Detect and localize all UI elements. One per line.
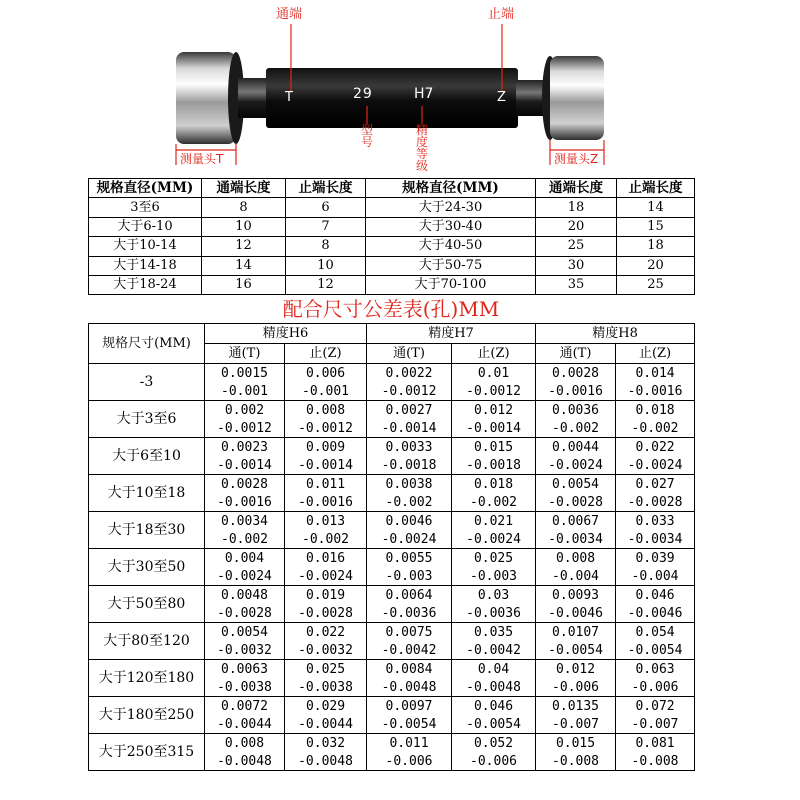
length-table-row bbox=[89, 217, 695, 236]
upper-deviation-cell: 0.016 bbox=[285, 549, 367, 568]
lower-deviation-cell: -0.001 bbox=[285, 382, 367, 401]
lower-deviation-cell: -0.0032 bbox=[205, 641, 285, 660]
length-table-row bbox=[89, 237, 695, 256]
length-table-cell: 大于18-24 bbox=[89, 275, 202, 294]
length-table-cell: 20 bbox=[617, 256, 695, 275]
upper-deviation-cell: 0.03 bbox=[452, 586, 536, 605]
lower-deviation-cell: -0.0036 bbox=[452, 604, 536, 623]
upper-deviation-cell: 0.0028 bbox=[205, 475, 285, 494]
spec-size-cell: 大于180至250 bbox=[89, 697, 205, 734]
lower-deviation-cell: -0.0046 bbox=[616, 604, 695, 623]
length-table-cell: 3至6 bbox=[89, 198, 202, 217]
lower-deviation-cell: -0.002 bbox=[452, 493, 536, 512]
upper-deviation-cell: 0.018 bbox=[616, 401, 695, 420]
spec-size-cell: 大于30至50 bbox=[89, 549, 205, 586]
upper-deviation-cell: 0.054 bbox=[616, 623, 695, 642]
length-table-cell: 大于30-40 bbox=[366, 217, 536, 236]
lower-deviation-cell: -0.007 bbox=[616, 715, 695, 734]
spec-size-cell: 大于120至180 bbox=[89, 660, 205, 697]
length-table-cell: 10 bbox=[202, 217, 286, 236]
tolerance-row-upper bbox=[89, 401, 695, 420]
lower-deviation-cell: -0.0054 bbox=[367, 715, 452, 734]
tolerance-row-upper bbox=[89, 512, 695, 531]
upper-deviation-cell: 0.0084 bbox=[367, 660, 452, 679]
upper-deviation-cell: 0.035 bbox=[452, 623, 536, 642]
upper-deviation-cell: 0.0046 bbox=[367, 512, 452, 531]
upper-deviation-cell: 0.013 bbox=[285, 512, 367, 531]
spec-size-cell: -3 bbox=[89, 364, 205, 401]
upper-deviation-cell: 0.029 bbox=[285, 697, 367, 716]
upper-deviation-cell: 0.0063 bbox=[205, 660, 285, 679]
upper-deviation-cell: 0.0072 bbox=[205, 697, 285, 716]
lower-deviation-cell: -0.0016 bbox=[205, 493, 285, 512]
lower-deviation-cell: -0.0054 bbox=[616, 641, 695, 660]
upper-deviation-cell: 0.039 bbox=[616, 549, 695, 568]
lower-deviation-cell: -0.0014 bbox=[285, 456, 367, 475]
upper-deviation-cell: 0.008 bbox=[285, 401, 367, 420]
go-stop-subheader: 通(T) bbox=[205, 344, 285, 364]
upper-deviation-cell: 0.0036 bbox=[536, 401, 616, 420]
length-table-header: 通端长度 bbox=[202, 179, 286, 198]
gauge-handle-shape bbox=[266, 68, 518, 128]
upper-deviation-cell: 0.014 bbox=[616, 364, 695, 383]
lower-deviation-cell: -0.002 bbox=[616, 419, 695, 438]
upper-deviation-cell: 0.01 bbox=[452, 364, 536, 383]
length-table-cell: 大于70-100 bbox=[366, 275, 536, 294]
upper-deviation-cell: 0.052 bbox=[452, 734, 536, 753]
head-t-label: 测量头T bbox=[180, 152, 224, 166]
lower-deviation-cell: -0.003 bbox=[367, 567, 452, 586]
lower-deviation-cell: -0.0014 bbox=[205, 456, 285, 475]
length-table-cell: 25 bbox=[536, 237, 617, 256]
lower-deviation-cell: -0.0028 bbox=[205, 604, 285, 623]
length-table-cell: 大于14-18 bbox=[89, 256, 202, 275]
upper-deviation-cell: 0.0067 bbox=[536, 512, 616, 531]
lower-deviation-cell: -0.0048 bbox=[205, 752, 285, 771]
length-table-cell: 15 bbox=[617, 217, 695, 236]
upper-deviation-cell: 0.0093 bbox=[536, 586, 616, 605]
upper-deviation-cell: 0.0015 bbox=[205, 364, 285, 383]
stop-end-label: 止端 bbox=[488, 7, 515, 22]
lower-deviation-cell: -0.0016 bbox=[616, 382, 695, 401]
length-table-header: 止端长度 bbox=[286, 179, 366, 198]
tolerance-row-upper bbox=[89, 438, 695, 457]
tolerance-row-upper bbox=[89, 697, 695, 716]
upper-deviation-cell: 0.015 bbox=[536, 734, 616, 753]
go-end-label: 通端 bbox=[276, 7, 303, 22]
plug-gauge-figure bbox=[0, 0, 800, 178]
length-table-cell: 14 bbox=[202, 256, 286, 275]
length-table-cell: 大于24-30 bbox=[366, 198, 536, 217]
lower-deviation-cell: -0.0054 bbox=[536, 641, 616, 660]
spec-size-cell: 大于50至80 bbox=[89, 586, 205, 623]
spec-size-cell: 大于250至315 bbox=[89, 734, 205, 771]
lower-deviation-cell: -0.0024 bbox=[367, 530, 452, 549]
lower-deviation-cell: -0.0054 bbox=[452, 715, 536, 734]
lower-deviation-cell: -0.0044 bbox=[285, 715, 367, 734]
go-stop-subheader: 通(T) bbox=[536, 344, 616, 364]
plug-gauge-illustration bbox=[0, 0, 800, 178]
upper-deviation-cell: 0.012 bbox=[452, 401, 536, 420]
length-table-header: 规格直径(MM) bbox=[366, 179, 536, 198]
length-table-cell: 8 bbox=[286, 237, 366, 256]
upper-deviation-cell: 0.011 bbox=[285, 475, 367, 494]
lower-deviation-cell: -0.002 bbox=[367, 493, 452, 512]
lower-deviation-cell: -0.008 bbox=[616, 752, 695, 771]
lower-deviation-cell: -0.004 bbox=[536, 567, 616, 586]
go-stop-subheader: 止(Z) bbox=[285, 344, 367, 364]
lower-deviation-cell: -0.0048 bbox=[452, 678, 536, 697]
lower-deviation-cell: -0.0024 bbox=[536, 456, 616, 475]
lower-deviation-cell: -0.0046 bbox=[536, 604, 616, 623]
length-table-cell: 大于10-14 bbox=[89, 237, 202, 256]
lower-deviation-cell: -0.0012 bbox=[205, 419, 285, 438]
lower-deviation-cell: -0.0036 bbox=[367, 604, 452, 623]
length-table-cell: 12 bbox=[286, 275, 366, 294]
length-table-cell: 6 bbox=[286, 198, 366, 217]
go-stop-subheader: 通(T) bbox=[367, 344, 452, 364]
length-table-cell: 30 bbox=[536, 256, 617, 275]
lower-deviation-cell: -0.0034 bbox=[536, 530, 616, 549]
length-table-cell: 12 bbox=[202, 237, 286, 256]
tolerance-row-upper bbox=[89, 734, 695, 753]
upper-deviation-cell: 0.027 bbox=[616, 475, 695, 494]
length-table-cell: 20 bbox=[536, 217, 617, 236]
lower-deviation-cell: -0.0044 bbox=[205, 715, 285, 734]
tolerance-row-upper bbox=[89, 660, 695, 679]
upper-deviation-cell: 0.022 bbox=[285, 623, 367, 642]
lower-deviation-cell: -0.0042 bbox=[452, 641, 536, 660]
lower-deviation-cell: -0.0038 bbox=[205, 678, 285, 697]
model-label: 型 号 bbox=[360, 123, 373, 149]
tolerance-row-upper bbox=[89, 586, 695, 605]
lower-deviation-cell: -0.001 bbox=[205, 382, 285, 401]
lower-deviation-cell: -0.007 bbox=[536, 715, 616, 734]
lower-deviation-cell: -0.002 bbox=[205, 530, 285, 549]
upper-deviation-cell: 0.0022 bbox=[367, 364, 452, 383]
spec-size-cell: 大于3至6 bbox=[89, 401, 205, 438]
length-table-cell: 25 bbox=[617, 275, 695, 294]
upper-deviation-cell: 0.015 bbox=[452, 438, 536, 457]
length-table-row bbox=[89, 275, 695, 294]
grade-header: 精度H6 bbox=[205, 324, 367, 344]
upper-deviation-cell: 0.004 bbox=[205, 549, 285, 568]
upper-deviation-cell: 0.033 bbox=[616, 512, 695, 531]
spec-size-cell: 大于18至30 bbox=[89, 512, 205, 549]
lower-deviation-cell: -0.0024 bbox=[616, 456, 695, 475]
spec-size-header: 规格尺寸(MM) bbox=[89, 324, 205, 364]
lower-deviation-cell: -0.0018 bbox=[367, 456, 452, 475]
lower-deviation-cell: -0.004 bbox=[616, 567, 695, 586]
length-table-cell: 大于6-10 bbox=[89, 217, 202, 236]
lower-deviation-cell: -0.0024 bbox=[452, 530, 536, 549]
upper-deviation-cell: 0.0097 bbox=[367, 697, 452, 716]
upper-deviation-cell: 0.0055 bbox=[367, 549, 452, 568]
tolerance-row-upper bbox=[89, 623, 695, 642]
lower-deviation-cell: -0.006 bbox=[616, 678, 695, 697]
lower-deviation-cell: -0.0042 bbox=[367, 641, 452, 660]
lower-deviation-cell: -0.0028 bbox=[616, 493, 695, 512]
lower-deviation-cell: -0.002 bbox=[536, 419, 616, 438]
upper-deviation-cell: 0.04 bbox=[452, 660, 536, 679]
upper-deviation-cell: 0.0044 bbox=[536, 438, 616, 457]
grade-header: 精度H7 bbox=[367, 324, 536, 344]
upper-deviation-cell: 0.081 bbox=[616, 734, 695, 753]
measuring-head-t-shape bbox=[176, 52, 236, 144]
length-table-cell: 35 bbox=[536, 275, 617, 294]
upper-deviation-cell: 0.0048 bbox=[205, 586, 285, 605]
lower-deviation-cell: -0.0012 bbox=[285, 419, 367, 438]
tolerance-table-title: 配合尺寸公差表(孔)MM bbox=[282, 297, 500, 321]
length-table-cell: 大于50-75 bbox=[366, 256, 536, 275]
lower-deviation-cell: -0.0038 bbox=[285, 678, 367, 697]
lower-deviation-cell: -0.008 bbox=[536, 752, 616, 771]
mark-size: 29 bbox=[353, 86, 373, 102]
length-table-cell: 14 bbox=[617, 198, 695, 217]
lower-deviation-cell: -0.006 bbox=[367, 752, 452, 771]
lower-deviation-cell: -0.003 bbox=[452, 567, 536, 586]
upper-deviation-cell: 0.011 bbox=[367, 734, 452, 753]
length-table-row bbox=[89, 198, 695, 217]
lower-deviation-cell: -0.0012 bbox=[452, 382, 536, 401]
upper-deviation-cell: 0.0033 bbox=[367, 438, 452, 457]
go-stop-subheader: 止(Z) bbox=[452, 344, 536, 364]
tolerance-row-upper bbox=[89, 549, 695, 568]
upper-deviation-cell: 0.0028 bbox=[536, 364, 616, 383]
upper-deviation-cell: 0.0064 bbox=[367, 586, 452, 605]
length-table-header: 规格直径(MM) bbox=[89, 179, 202, 198]
length-table-cell: 7 bbox=[286, 217, 366, 236]
measuring-head-z-shape bbox=[550, 56, 604, 140]
grade-label: 精 度 等 级 bbox=[415, 123, 428, 173]
upper-deviation-cell: 0.0034 bbox=[205, 512, 285, 531]
length-table-cell: 大于40-50 bbox=[366, 237, 536, 256]
tolerance-table bbox=[88, 323, 695, 771]
upper-deviation-cell: 0.019 bbox=[285, 586, 367, 605]
spec-size-cell: 大于6至10 bbox=[89, 438, 205, 475]
upper-deviation-cell: 0.022 bbox=[616, 438, 695, 457]
length-table-cell: 10 bbox=[286, 256, 366, 275]
lower-deviation-cell: -0.0028 bbox=[285, 604, 367, 623]
upper-deviation-cell: 0.008 bbox=[536, 549, 616, 568]
lower-deviation-cell: -0.0024 bbox=[205, 567, 285, 586]
grade-header: 精度H8 bbox=[536, 324, 695, 344]
upper-deviation-cell: 0.046 bbox=[452, 697, 536, 716]
length-table-cell: 8 bbox=[202, 198, 286, 217]
upper-deviation-cell: 0.012 bbox=[536, 660, 616, 679]
length-table-header: 止端长度 bbox=[617, 179, 695, 198]
upper-deviation-cell: 0.006 bbox=[285, 364, 367, 383]
lower-deviation-cell: -0.0028 bbox=[536, 493, 616, 512]
upper-deviation-cell: 0.0027 bbox=[367, 401, 452, 420]
upper-deviation-cell: 0.0054 bbox=[536, 475, 616, 494]
upper-deviation-cell: 0.072 bbox=[616, 697, 695, 716]
upper-deviation-cell: 0.025 bbox=[285, 660, 367, 679]
upper-deviation-cell: 0.0023 bbox=[205, 438, 285, 457]
upper-deviation-cell: 0.0054 bbox=[205, 623, 285, 642]
upper-deviation-cell: 0.009 bbox=[285, 438, 367, 457]
spec-size-cell: 大于80至120 bbox=[89, 623, 205, 660]
upper-deviation-cell: 0.002 bbox=[205, 401, 285, 420]
lower-deviation-cell: -0.002 bbox=[285, 530, 367, 549]
upper-deviation-cell: 0.063 bbox=[616, 660, 695, 679]
length-table-cell: 16 bbox=[202, 275, 286, 294]
length-table-row bbox=[89, 256, 695, 275]
upper-deviation-cell: 0.025 bbox=[452, 549, 536, 568]
mark-t: T bbox=[285, 90, 293, 105]
upper-deviation-cell: 0.032 bbox=[285, 734, 367, 753]
mark-z: Z bbox=[497, 90, 506, 105]
length-table-header-row bbox=[89, 179, 695, 198]
mark-grade: H7 bbox=[414, 86, 434, 102]
tolerance-grade-header-row bbox=[89, 324, 695, 344]
upper-deviation-cell: 0.0135 bbox=[536, 697, 616, 716]
upper-deviation-cell: 0.0075 bbox=[367, 623, 452, 642]
lower-deviation-cell: -0.0014 bbox=[452, 419, 536, 438]
upper-deviation-cell: 0.018 bbox=[452, 475, 536, 494]
spec-size-cell: 大于10至18 bbox=[89, 475, 205, 512]
lower-deviation-cell: -0.0048 bbox=[285, 752, 367, 771]
lower-deviation-cell: -0.0032 bbox=[285, 641, 367, 660]
lower-deviation-cell: -0.0048 bbox=[367, 678, 452, 697]
tolerance-row-upper bbox=[89, 475, 695, 494]
upper-deviation-cell: 0.0107 bbox=[536, 623, 616, 642]
lower-deviation-cell: -0.0018 bbox=[452, 456, 536, 475]
length-table-cell: 18 bbox=[617, 237, 695, 256]
length-table-cell: 18 bbox=[536, 198, 617, 217]
upper-deviation-cell: 0.046 bbox=[616, 586, 695, 605]
tolerance-row-upper bbox=[89, 364, 695, 383]
lower-deviation-cell: -0.0016 bbox=[536, 382, 616, 401]
lower-deviation-cell: -0.0034 bbox=[616, 530, 695, 549]
upper-deviation-cell: 0.008 bbox=[205, 734, 285, 753]
upper-deviation-cell: 0.021 bbox=[452, 512, 536, 531]
upper-deviation-cell: 0.0038 bbox=[367, 475, 452, 494]
lower-deviation-cell: -0.006 bbox=[536, 678, 616, 697]
head-z-label: 测量头Z bbox=[554, 152, 599, 166]
length-table-header: 通端长度 bbox=[536, 179, 617, 198]
lower-deviation-cell: -0.0014 bbox=[367, 419, 452, 438]
gauge-length-table bbox=[88, 178, 695, 295]
lower-deviation-cell: -0.0012 bbox=[367, 382, 452, 401]
lower-deviation-cell: -0.0024 bbox=[285, 567, 367, 586]
lower-deviation-cell: -0.006 bbox=[452, 752, 536, 771]
lower-deviation-cell: -0.0016 bbox=[285, 493, 367, 512]
go-stop-subheader: 止(Z) bbox=[616, 344, 695, 364]
